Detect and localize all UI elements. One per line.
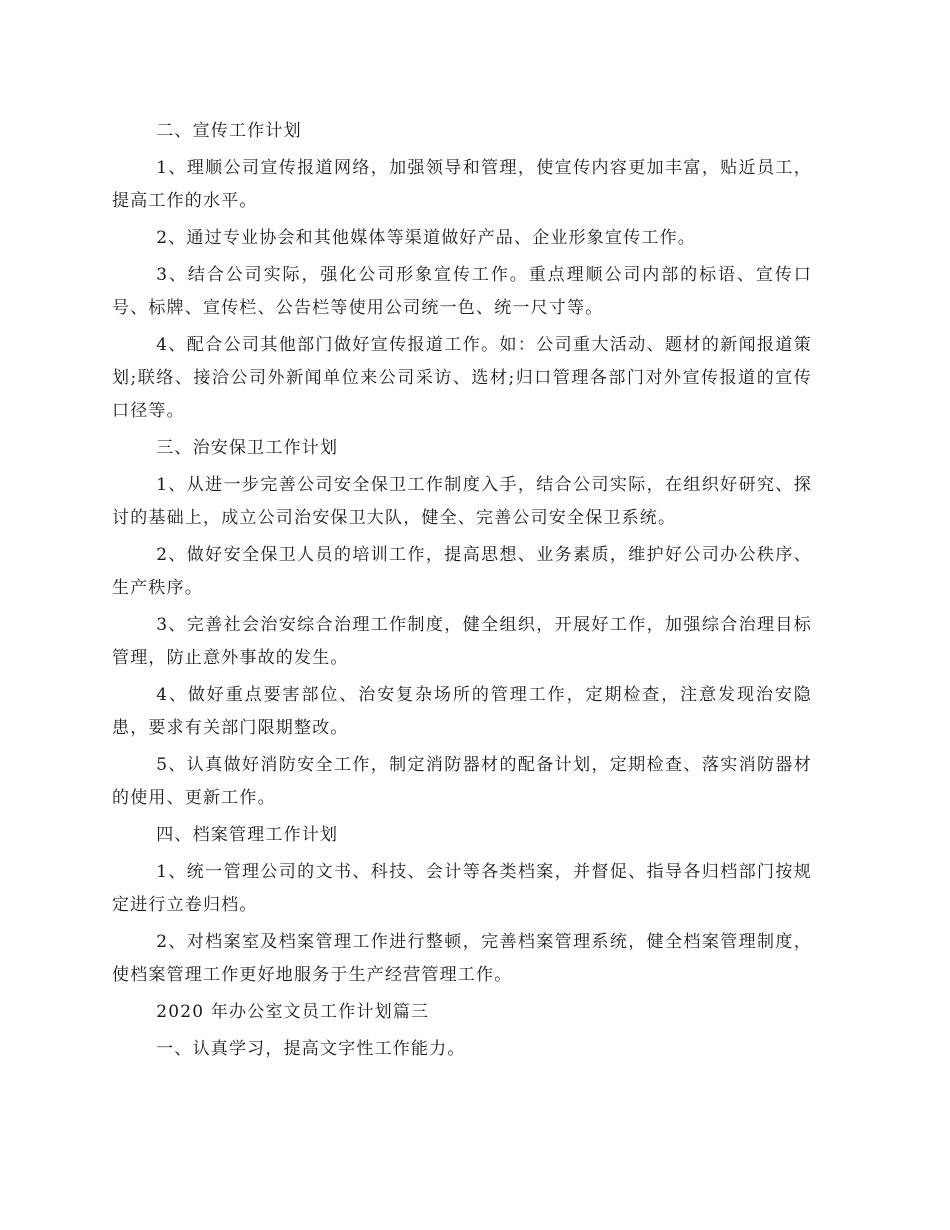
paragraph: 1、理顺公司宣传报道网络，加强领导和管理，使宣传内容更加丰富，贴近员工，提高工作的水平。	[112, 158, 812, 211]
section-heading-security: 三、治安保卫工作计划	[156, 438, 339, 458]
paragraph: 4、做好重点要害部位、治安复杂场所的管理工作，定期检查，注意发现治安隐患，要求有关部门限期整改。	[112, 685, 812, 738]
section-heading-archives: 四、档案管理工作计划	[156, 825, 339, 845]
document-subtitle: 2020 年办公室文员工作计划篇三	[156, 1002, 430, 1022]
paragraph: 5、认真做好消防安全工作，制定消防器材的配备计划，定期检查、落实消防器材的使用、更新工作。	[112, 755, 812, 808]
section-heading-publicity: 二、宣传工作计划	[156, 121, 302, 141]
paragraph: 2、做好安全保卫人员的培训工作，提高思想、业务素质，维护好公司办公秩序、生产秩序。	[112, 545, 812, 598]
paragraph: 2、对档案室及档案管理工作进行整顿，完善档案管理系统，健全档案管理制度，使档案管理工作更好地服务于生产经营管理工作。	[112, 932, 812, 985]
paragraph: 3、结合公司实际，强化公司形象宣传工作。重点理顺公司内部的标语、宣传口号、标牌、宣传栏、公告栏等使用公司统一色、统一尺寸等。	[112, 265, 812, 318]
paragraph: 1、统一管理公司的文书、科技、会计等各类档案，并督促、指导各归档部门按规定进行立卷归档。	[112, 862, 812, 915]
paragraph: 3、完善社会治安综合治理工作制度，健全组织，开展好工作，加强综合治理目标管理，防止意外事故的发生。	[112, 615, 812, 668]
document-body	[112, 115, 812, 1070]
paragraph: 1、从进一步完善公司安全保卫工作制度入手，结合公司实际，在组织好研究、探讨的基础上，成立公司治安保卫大队，健全、完善公司安全保卫系统。	[112, 475, 812, 528]
section-heading-study: 一、认真学习，提高文字性工作能力。	[156, 1039, 466, 1059]
paragraph: 2、通过专业协会和其他媒体等渠道做好产品、企业形象宣传工作。	[156, 228, 697, 248]
paragraph: 4、配合公司其他部门做好宣传报道工作。如：公司重大活动、题材的新闻报道策划;联络、接洽公司外新闻单位来公司采访、选材;归口管理各部门对外宣传报道的宣传口径等。	[112, 335, 812, 421]
